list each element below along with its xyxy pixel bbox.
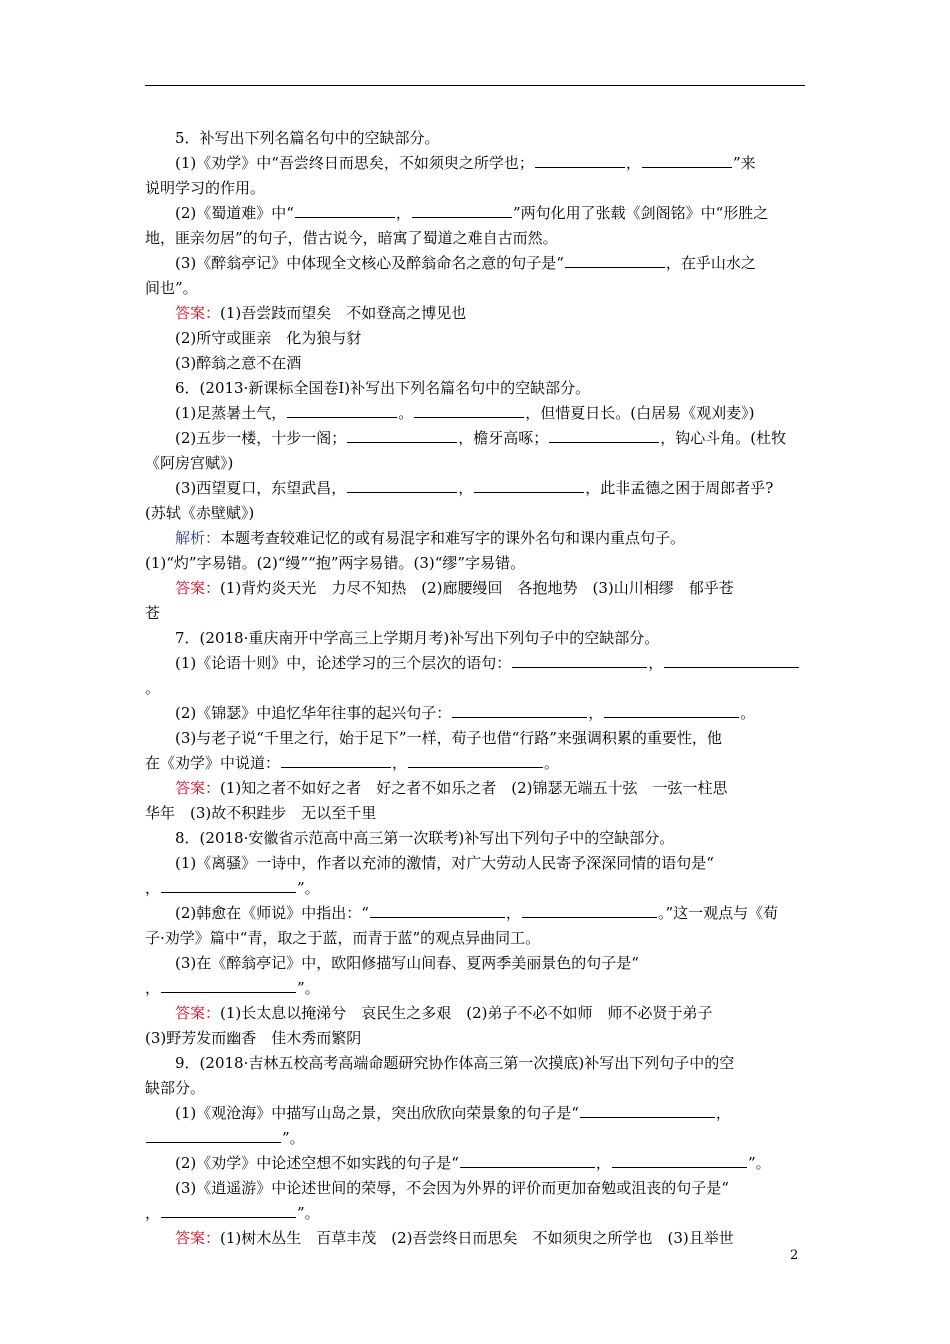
answer-blank bbox=[460, 1154, 595, 1168]
answer-blank bbox=[347, 429, 457, 443]
question-9-3: (3)《逍遥游》中论述世间的荣辱，不会因为外界的评价而更加奋勉或沮丧的句子是“ bbox=[175, 1179, 729, 1197]
question-9: 9．(2018·吉林五校高考高端命题研究协作体高三第一次摸底)补写出下列句子中的空 bbox=[175, 1054, 735, 1072]
answer-blank bbox=[408, 754, 543, 768]
question-8-2: (2)韩愈在《师说》中指出：“ ， 。”这一观点与《荀 bbox=[175, 904, 779, 922]
answer-blank bbox=[580, 1104, 715, 1118]
answer-blank bbox=[161, 879, 296, 893]
document-body bbox=[145, 126, 805, 1251]
answer-blank bbox=[549, 429, 659, 443]
answer-blank bbox=[347, 479, 457, 493]
question-7-2: (2)《锦瑟》中追忆华年往事的起兴句子： ， 。 bbox=[175, 704, 756, 722]
page-number: 2 bbox=[790, 1248, 799, 1263]
question-5-1: (1)《劝学》中“吾尝终日而思矣，不如须臾之所学也； ， ”来 bbox=[175, 154, 756, 172]
answer-9: 答案：(1)树木丛生 百草丰茂 (2)吾尝终日而思矣 不如须臾之所学也 (3)且举世 bbox=[175, 1229, 734, 1247]
answer-blank bbox=[287, 404, 397, 418]
question-6-1: (1)足蒸暑土气， 。 ，但惜夏日长。(白居易《观刈麦》) bbox=[175, 404, 755, 422]
question-7-1: (1)《论语十则》中，论述学习的三个层次的语句： ，。 bbox=[145, 651, 805, 701]
answer-blank bbox=[161, 1204, 296, 1218]
answer-blank bbox=[412, 204, 512, 218]
answer-blank bbox=[522, 904, 657, 918]
answer-6-cont: 苍 bbox=[145, 604, 161, 622]
question-8-1: (1)《离骚》一诗中，作者以充沛的激情，对广大劳动人民寄予深深同情的语句是“ bbox=[175, 854, 714, 872]
answer-blank bbox=[452, 704, 587, 718]
answer-blank bbox=[642, 154, 732, 168]
answer-blank bbox=[146, 1129, 281, 1143]
question-8-2-cont: 子·劝学》篇中“青，取之于蓝，而青于蓝”的观点异曲同工。 bbox=[145, 929, 541, 947]
question-5-3-cont: 间也”。 bbox=[145, 279, 198, 297]
question-9-cont: 缺部分。 bbox=[145, 1079, 206, 1097]
question-6-3: (3)西望夏口，东望武昌， ， ，此非孟德之困于周郎者乎? bbox=[175, 479, 774, 497]
question-5-2-cont: 地，匪亲勿居”的句子，借古说今，暗寓了蜀道之难自古而然。 bbox=[145, 229, 558, 247]
question-9-2: (2)《劝学》中论述空想不如实践的句子是“ ， ”。 bbox=[175, 1154, 771, 1172]
question-5-2: (2)《蜀道难》中“ ， ”两句化用了张载《剑阁铭》中“形胜之 bbox=[175, 204, 769, 222]
answer-blank bbox=[370, 904, 505, 918]
question-8-1-cont: ， ”。 bbox=[145, 879, 320, 897]
answer-blank bbox=[474, 479, 584, 493]
answer-8-cont: (3)野芳发而幽香 佳木秀而繁阴 bbox=[145, 1029, 362, 1047]
answer-blank bbox=[161, 979, 296, 993]
question-8-3: (3)在《醉翁亭记》中，欧阳修描写山间春、夏两季美丽景色的句子是“ bbox=[175, 954, 639, 972]
answer-blank bbox=[281, 754, 391, 768]
answer-7: 答案：(1)知之者不如好之者 好之者不如乐之者 (2)锦瑟无端五十弦 一弦一柱思 bbox=[175, 779, 728, 797]
question-8: 8．(2018·安徽省示范高中高三第一次联考)补写出下列句子中的空缺部分。 bbox=[175, 829, 675, 847]
answer-blank bbox=[535, 154, 625, 168]
answer-5-3: (3)醉翁之意不在酒 bbox=[175, 354, 302, 372]
question-5: 5．补写出下列名篇名句中的空缺部分。 bbox=[175, 129, 440, 147]
question-6-2: (2)五步一楼，十步一阁； ，檐牙高啄； ，钩心斗角。(杜牧 bbox=[175, 429, 787, 447]
question-7: 7．(2018·重庆南开中学高三上学期月考)补写出下列句子中的空缺部分。 bbox=[175, 629, 660, 647]
header-rule bbox=[145, 85, 805, 86]
answer-blank bbox=[612, 1154, 747, 1168]
question-5-3: (3)《醉翁亭记》中体现全文核心及醉翁命名之意的句子是“ ，在乎山水之 bbox=[175, 254, 756, 272]
answer-blank bbox=[664, 654, 799, 668]
analysis-6-cont: (1)“灼”字易错。(2)“缦”“抱”两字易错。(3)“缪”字易错。 bbox=[145, 554, 526, 572]
question-7-3-cont: 在《劝学》中说道： ， 。 bbox=[145, 754, 560, 772]
question-9-3-cont: ， ”。 bbox=[145, 1204, 320, 1222]
answer-blank bbox=[414, 404, 524, 418]
question-9-1-cont: ”。 bbox=[145, 1126, 805, 1151]
answer-5-2: (2)所守或匪亲 化为狼与豺 bbox=[175, 329, 362, 347]
question-6-3-cont: (苏轼《赤壁赋》) bbox=[145, 504, 255, 522]
question-6-2-cont: 《阿房宫赋》) bbox=[145, 454, 234, 472]
answer-blank bbox=[604, 704, 739, 718]
answer-5: 答案：(1)吾尝跂而望矣 不如登高之博见也 bbox=[175, 304, 467, 322]
question-8-3-cont: ， ”。 bbox=[145, 979, 320, 997]
question-7-3: (3)与老子说“千里之行，始于足下”一样，荀子也借“行路”来强调积累的重要性，他 bbox=[175, 729, 722, 747]
answer-blank bbox=[295, 204, 395, 218]
question-9-1: (1)《观沧海》中描写山岛之景，突出欣欣向荣景象的句子是“ ， bbox=[175, 1104, 731, 1122]
answer-8: 答案：(1)长太息以掩涕兮 哀民生之多艰 (2)弟子不必不如师 师不必贤于弟子 bbox=[175, 1004, 713, 1022]
question-5-1-cont: 说明学习的作用。 bbox=[145, 179, 266, 197]
answer-blank bbox=[512, 654, 647, 668]
analysis-6: 解析：本题考查较难记忆的或有易混字和难写字的课外名句和课内重点句子。 bbox=[175, 529, 686, 547]
question-6: 6．(2013·新课标全国卷Ⅰ)补写出下列名篇名句中的空缺部分。 bbox=[175, 379, 591, 397]
answer-blank bbox=[565, 254, 665, 268]
answer-7-cont: 华年 (3)故不积跬步 无以至千里 bbox=[145, 804, 377, 822]
answer-6: 答案：(1)背灼炎天光 力尽不知热 (2)廊腰缦回 各抱地势 (3)山川相缪 郁乎苍 bbox=[175, 579, 734, 597]
